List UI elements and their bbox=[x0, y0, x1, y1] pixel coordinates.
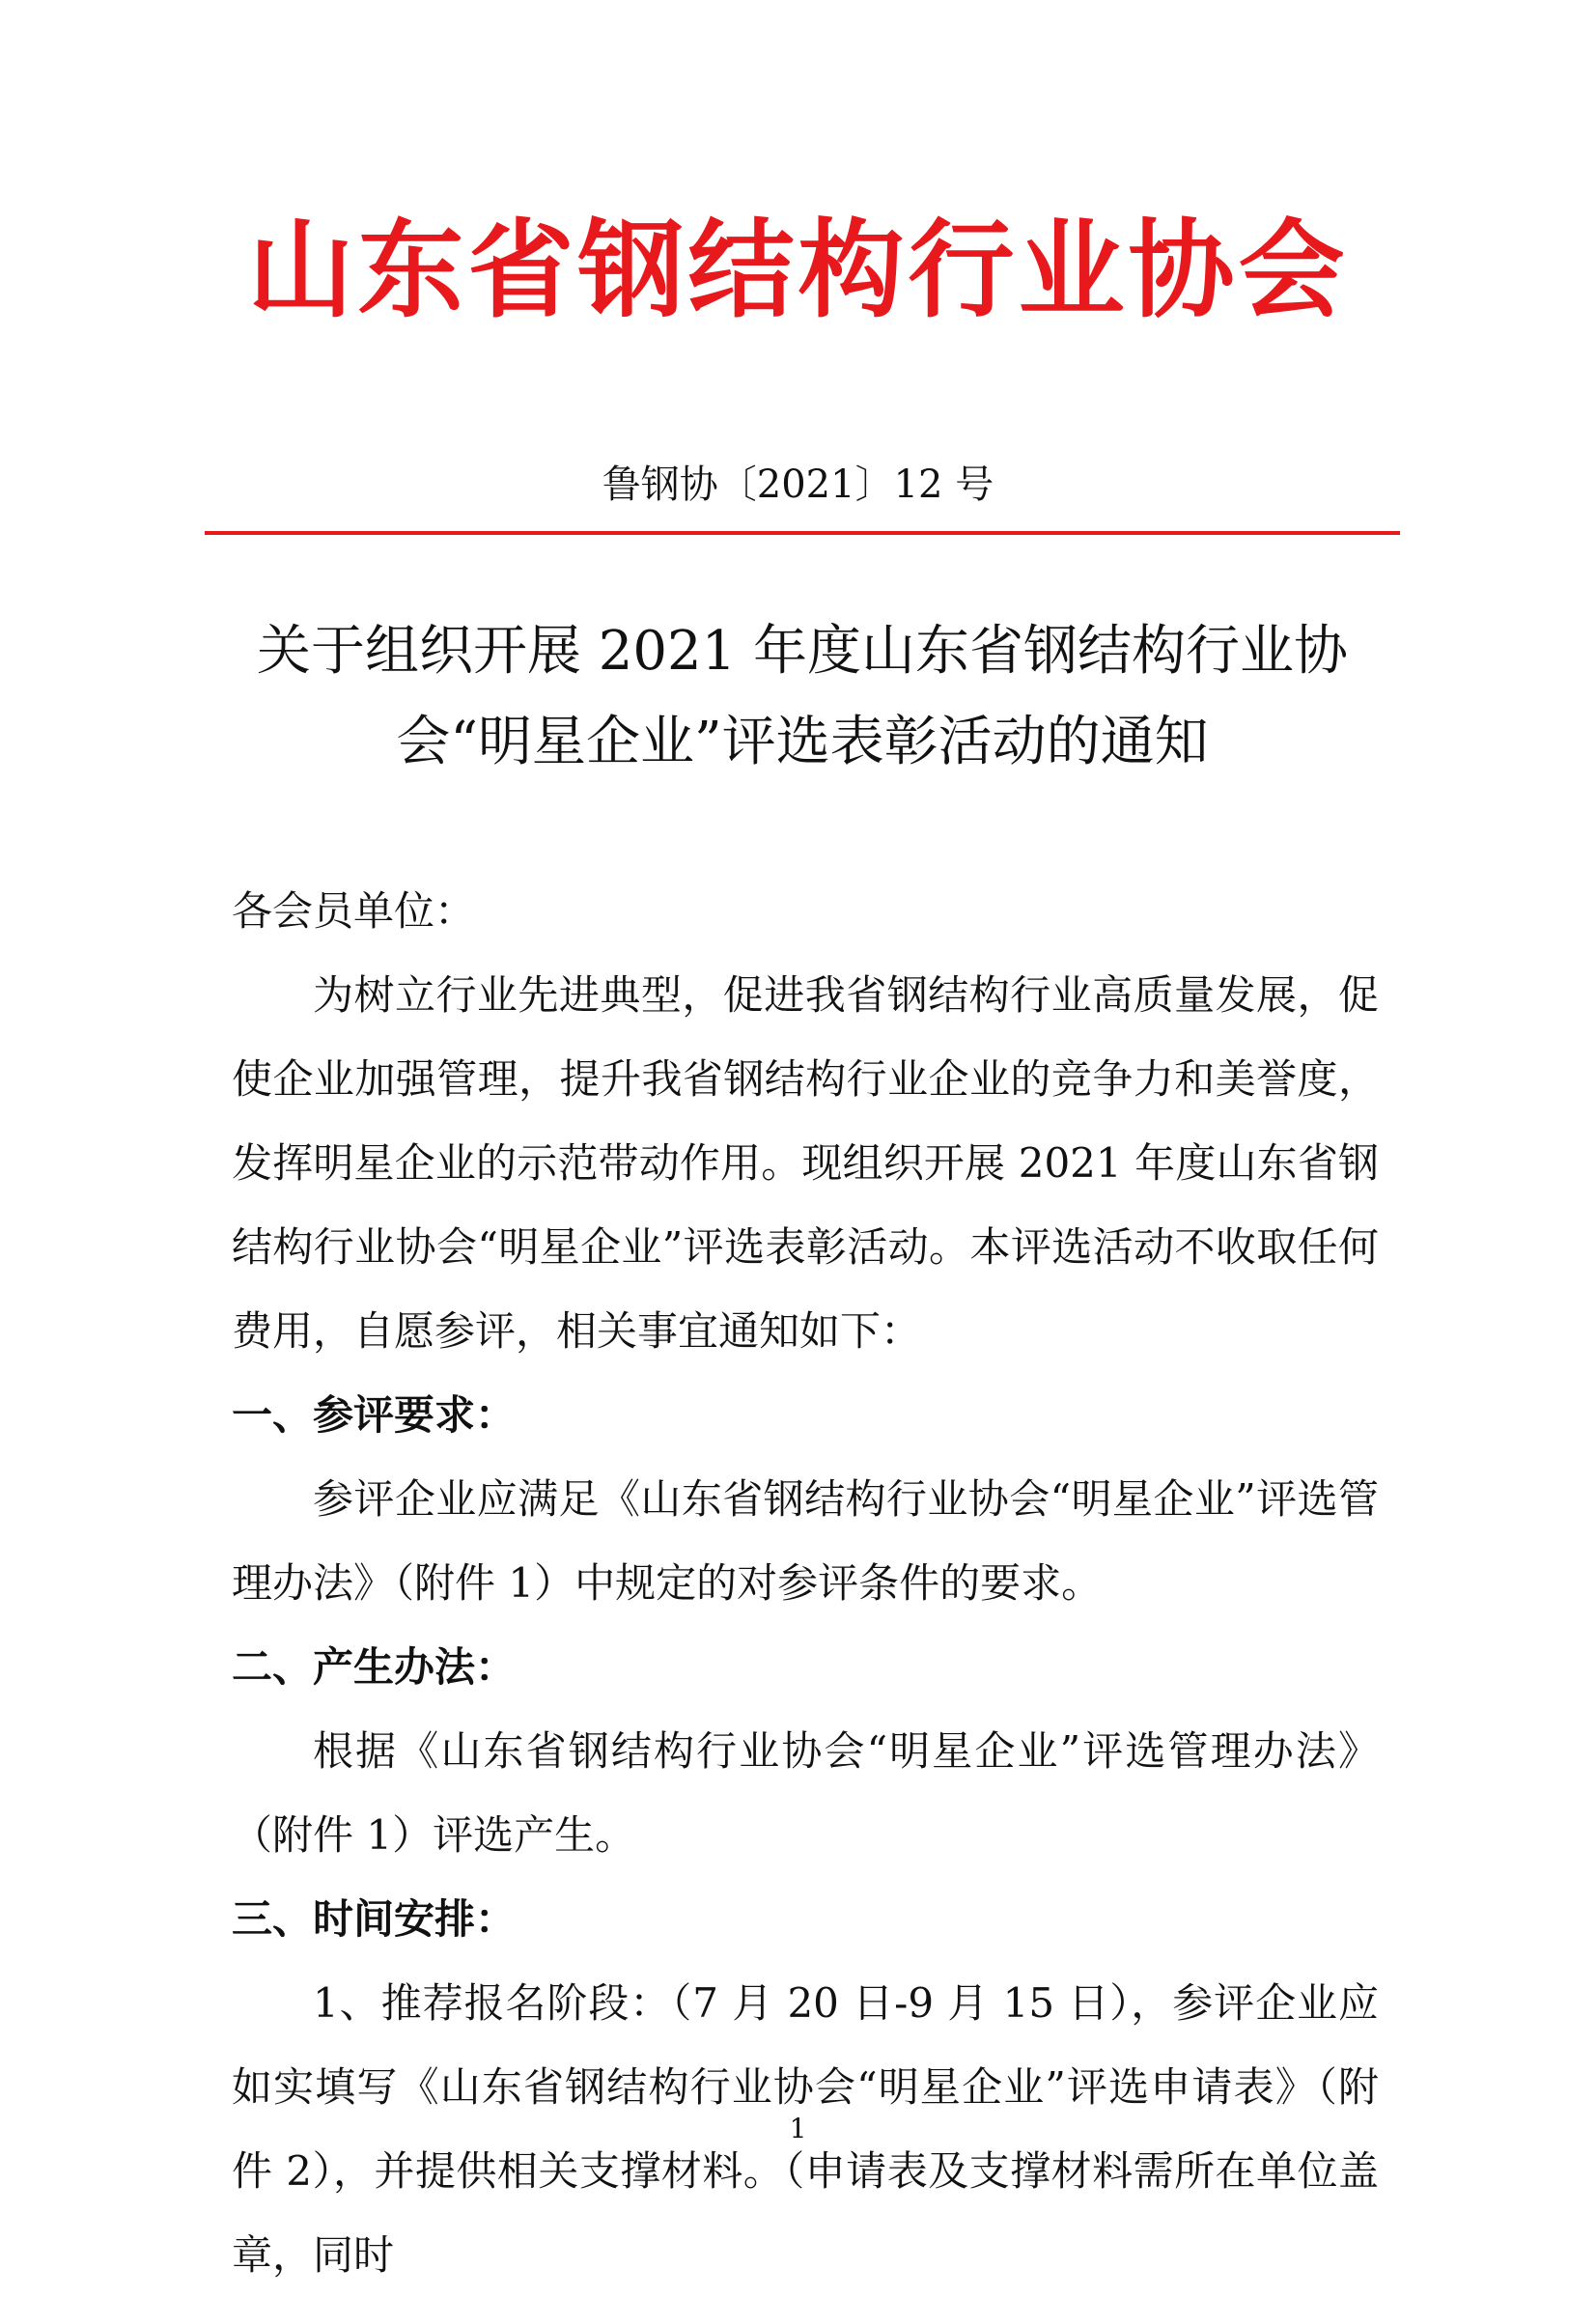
notice-title-line-2: 会“明星企业”评选表彰活动的通知 bbox=[396, 711, 1209, 773]
red-divider-line bbox=[205, 531, 1400, 535]
salutation: 各会员单位： bbox=[232, 887, 476, 935]
page-number: 1 bbox=[789, 2113, 807, 2144]
notice-title bbox=[205, 606, 1400, 788]
section-text-method: 根据《山东省钢结构行业协会“明星企业”评选管理办法》（附件 1）评选产生。 bbox=[232, 1727, 1379, 1859]
section-heading-schedule: 三、时间安排： bbox=[232, 1895, 517, 1943]
notice-body bbox=[232, 869, 1379, 2297]
organization-title: 山东省钢结构行业协会 bbox=[247, 209, 1349, 332]
section-text-requirements: 参评企业应满足《山东省钢结构行业协会“明星企业”评选管理办法》（附件 1）中规定的对参评条件的要求。 bbox=[232, 1475, 1379, 1607]
section-text-schedule: 1、推荐报名阶段：（7 月 20 日-9 月 15 日），参评企业应如实填写《山东省钢结构行业协会“明星企业”评选申请表》（附件 2），并提供相关支撑材料。（申请表及支撑材料需所在单位盖章，同时 bbox=[232, 1979, 1379, 2279]
intro-paragraph: 为树立行业先进典型，促进我省钢结构行业高质量发展，促使企业加强管理，提升我省钢结构行业企业的竞争力和美誉度，发挥明星企业的示范带动作用。现组织开展 2021 年度山东省钢结构行业协会“明星企业”评选表彰活动。本评选活动不收取任何费用，自愿参评，相关事宜通知如下： bbox=[232, 971, 1379, 1355]
document-number: 鲁钢协〔2021〕12 号 bbox=[602, 462, 994, 507]
section-heading-method: 二、产生办法： bbox=[232, 1643, 517, 1691]
notice-title-line-1: 关于组织开展 2021 年度山东省钢结构行业协 bbox=[256, 620, 1349, 683]
section-heading-requirements: 一、参评要求： bbox=[232, 1391, 517, 1439]
